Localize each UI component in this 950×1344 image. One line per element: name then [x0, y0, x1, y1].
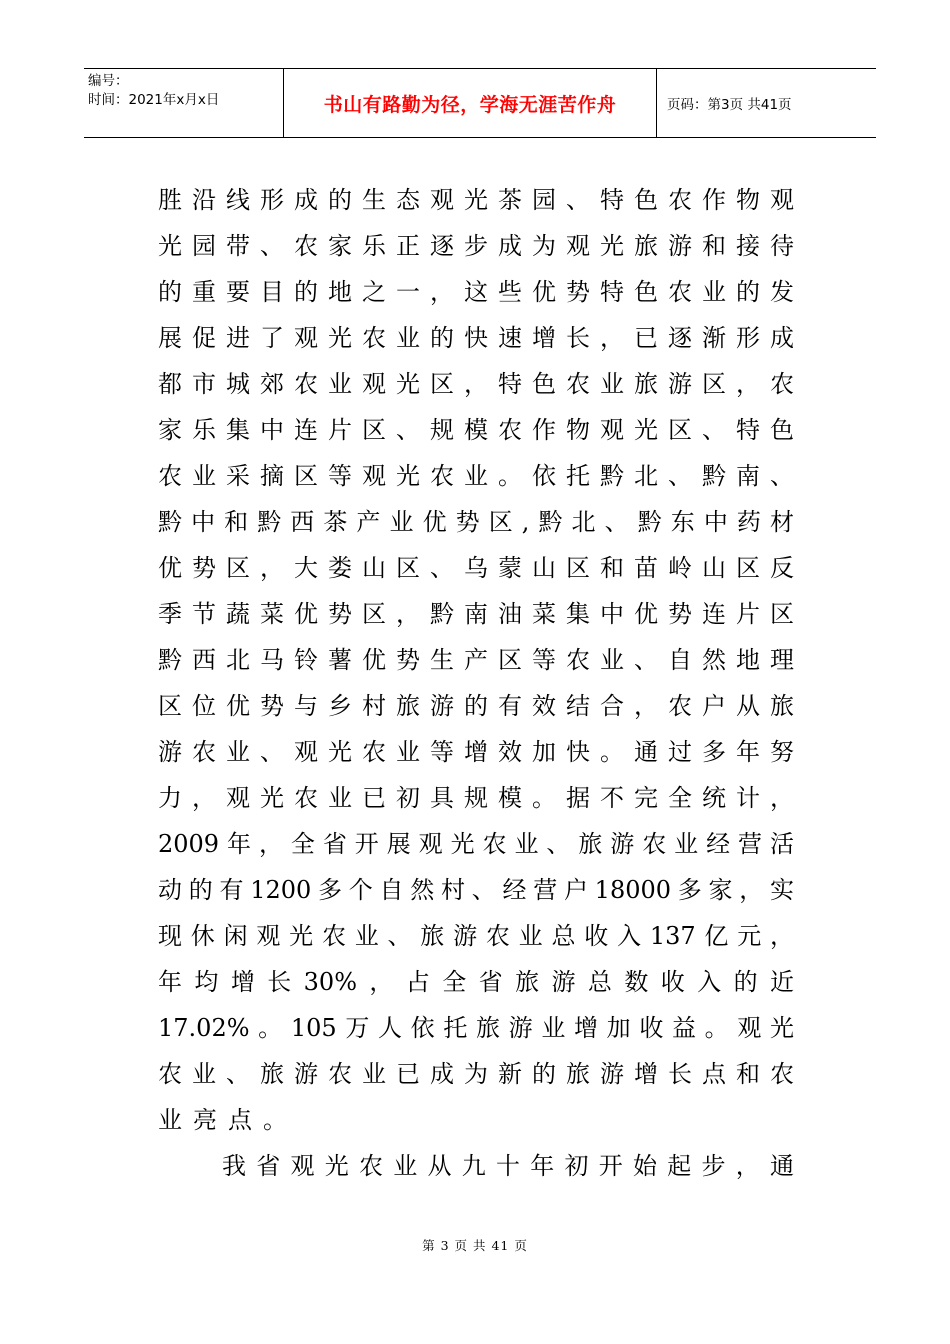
text-line: 家乐集中连片区、规模农作物观光区、特色 — [158, 416, 794, 444]
text-line: 动的有1200多个自然村、经营户18000多家，实 — [158, 876, 794, 904]
page-footer: 第 3 页 共 41 页 — [422, 1238, 528, 1253]
page-header — [84, 68, 876, 138]
header-motto: 书山有路勤为径，学海无涯苦作舟 — [284, 69, 657, 137]
text-line: 黔西北马铃薯优势生产区等农业、自然地理 — [158, 646, 794, 674]
text-line: 17.02%。105万人依托旅游业增加收益。观光 — [158, 1014, 794, 1042]
text-line: 的重要目的地之一，这些优势特色农业的发 — [158, 278, 794, 306]
text-line: 农业采摘区等观光农业。依托黔北、黔南、 — [158, 462, 794, 490]
text-line: 游农业、观光农业等增效加快。通过多年努 — [158, 738, 794, 766]
text-line: 2009年，全省开展观光农业、旅游农业经营活 — [158, 830, 794, 858]
text-line: 黔中和黔西茶产业优势区,黔北、黔东中药材 — [158, 508, 794, 536]
text-line: 业亮点。 — [158, 1106, 298, 1134]
text-line: 区位优势与乡村旅游的有效结合，农户从旅 — [158, 692, 794, 720]
text-line: 力，观光农业已初具规模。据不完全统计， — [158, 784, 794, 812]
text-line: 优势区，大娄山区、乌蒙山区和苗岭山区反 — [158, 554, 794, 582]
header-page-info: 页码：第3页 共41页 — [667, 97, 792, 113]
text-line: 胜沿线形成的生态观光茶园、特色农作物观 — [158, 186, 794, 214]
body-text — [158, 177, 794, 1189]
header-meta — [84, 69, 284, 137]
serial-label: 编号： — [88, 73, 129, 89]
text-line: 光园带、农家乐正逐步成为观光旅游和接待 — [158, 232, 794, 260]
text-line: 现休闲观光农业、旅游农业总收入137亿元， — [158, 922, 794, 950]
time-label: 时间：2021年x月x日 — [88, 92, 220, 108]
paragraph-start-line: 我省观光农业从九十年初开始起步，通 — [222, 1152, 794, 1180]
text-line: 农业、旅游农业已成为新的旅游增长点和农 — [158, 1060, 794, 1088]
text-line: 季节蔬菜优势区，黔南油菜集中优势连片区 — [158, 600, 794, 628]
text-line: 年均增长30%，占全省旅游总数收入的近 — [158, 968, 794, 996]
text-line: 都市城郊农业观光区，特色农业旅游区，农 — [158, 370, 794, 398]
text-line: 展促进了观光农业的快速增长，已逐渐形成 — [158, 324, 794, 352]
